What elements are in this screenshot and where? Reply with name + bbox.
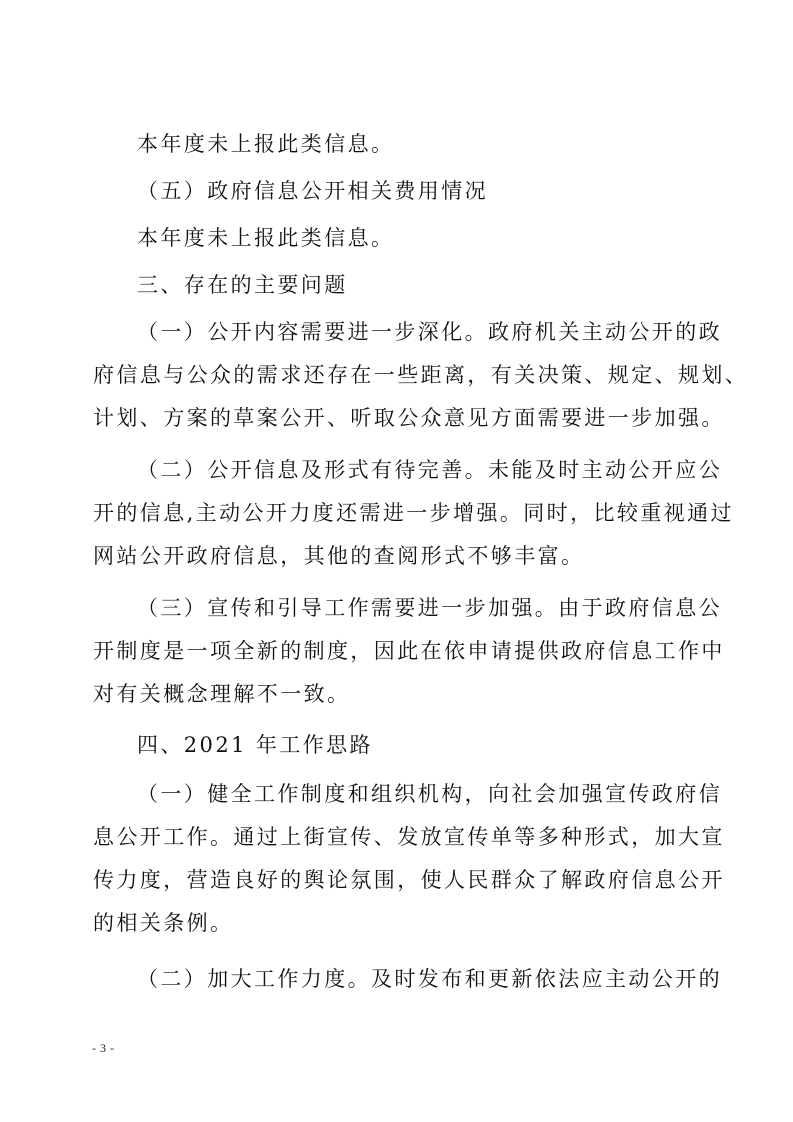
- section-heading-4-plan: [137, 724, 697, 767]
- paragraph-line: （五）政府信息公开相关费用情况: [137, 179, 488, 203]
- paragraph-line: 开的信息,主动公开力度还需进一步增强。同时，比较重视通过: [93, 501, 734, 525]
- paragraph-line: 网站公开政府信息，其他的查阅形式不够丰富。: [93, 544, 585, 568]
- paragraph-plan-2: [137, 958, 722, 1001]
- paragraph-line: 的相关条例。: [93, 911, 234, 935]
- paragraph-line: 三、存在的主要问题: [137, 273, 348, 297]
- paragraph-line: 开制度是一项全新的制度，因此在依申请提供政府信息工作中: [93, 639, 725, 663]
- paragraph-problem-2: [93, 449, 734, 578]
- paragraph-line: 传力度，营造良好的舆论氛围，使人民群众了解政府信息公开: [93, 868, 725, 892]
- paragraph-line: （一）健全工作制度和组织机构，向社会加强宣传政府信: [137, 782, 722, 806]
- paragraph-problem-3: [93, 587, 725, 716]
- paragraph-line: 四、2021 年工作思路: [137, 733, 373, 757]
- paragraph-no-info-1: [137, 123, 697, 166]
- page-number: - 3 -: [92, 1041, 115, 1055]
- paragraph-line: （一）公开内容需要进一步深化。政府机关主动公开的政: [137, 320, 722, 344]
- paragraph-line: 府信息与公众的需求还存在一些距离，有关决策、规定、规划、: [93, 363, 749, 387]
- paragraph-no-info-2: [137, 217, 697, 260]
- paragraph-line: 本年度未上报此类信息。: [137, 226, 395, 250]
- paragraph-problem-1: [93, 311, 749, 440]
- paragraph-line: （二）加大工作力度。及时发布和更新依法应主动公开的: [137, 967, 722, 991]
- paragraph-plan-1: [93, 773, 725, 945]
- section-heading-3-problems: [137, 264, 697, 307]
- paragraph-line: 计划、方案的草案公开、听取公众意见方面需要进一步加强。: [93, 406, 725, 430]
- paragraph-line: （三）宣传和引导工作需要进一步加强。由于政府信息公: [137, 596, 722, 620]
- paragraph-line: （二）公开信息及形式有待完善。未能及时主动公开应公: [137, 458, 722, 482]
- paragraph-line: 本年度未上报此类信息。: [137, 132, 395, 156]
- section-heading-5-costs: [137, 170, 697, 213]
- paragraph-line: 息公开工作。通过上街宣传、发放宣传单等多种形式，加大宣: [93, 825, 725, 849]
- paragraph-line: 对有关概念理解不一致。: [93, 682, 351, 706]
